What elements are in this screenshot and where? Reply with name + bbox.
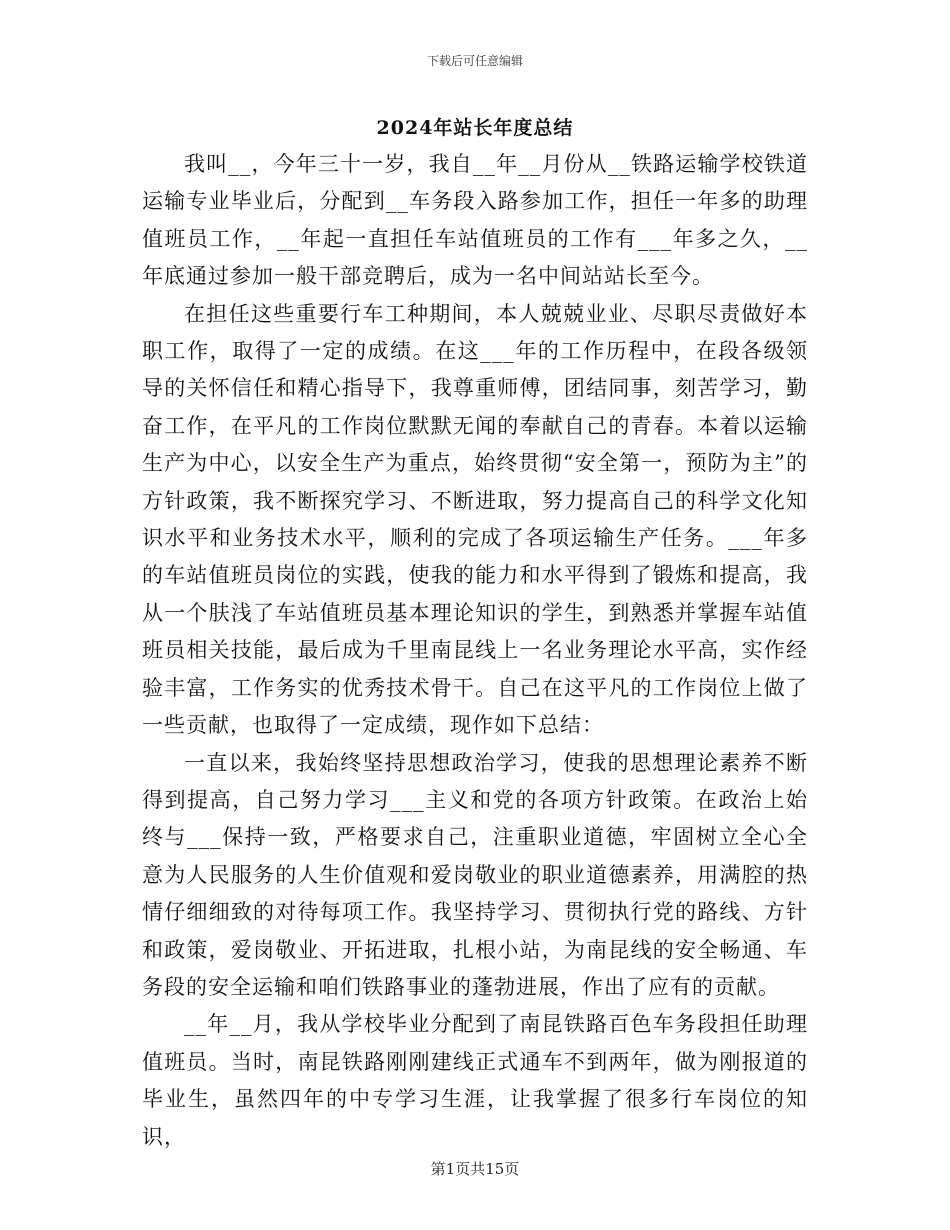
- paragraph-1: 我叫__，今年三十一岁，我自__年__月份从__铁路运输学校铁道运输专业毕业后，分配到__车务段入路参加工作，担任一年多的助理值班员工作，__年起一直担任车站值班员的工作有___年多之久，__年底通过参加一般干部竞聘后，成为一名中间站站长至今。: [142, 152, 808, 289]
- header-note: 下载后可任意编辑: [426, 54, 523, 68]
- paragraph-3: 一直以来，我始终坚持思想政治学习，使我的思想理论素养不断得到提高，自己努力学习___主义和党的各项方针政策。在政治上始终与___保持一致，严格要求自己，注重职业道德，牢固树立全心全意为人民服务的人生价值观和爱岗敬业的职业道德素养，用满腔的热情仔细细致的对待每项工作。我坚持学习、贯彻执行党的路线、方针和政策，爱岗敬业、开拓进取，扎根小站，为南昆线的安全畅通、车务段的安全运输和咱们铁路事业的蓬勃进展，作出了应有的贡献。: [142, 750, 808, 999]
- document-body: [142, 146, 808, 1156]
- document-title: 2024年站长年度总结: [376, 117, 574, 139]
- paragraph-2: 在担任这些重要行车工种期间，本人兢兢业业、尽职尽责做好本职工作，取得了一定的成绩。在这___年的工作历程中，在段各级领导的关怀信任和精心指导下，我尊重师傅，团结同事，刻苦学习，勤奋工作，在平凡的工作岗位默默无闻的奉献自己的青春。本着以运输生产为中心，以安全生产为重点，始终贯彻“安全第一，预防为主”的方针政策，我不断探究学习、不断进取，努力提高自己的科学文化知识水平和业务技术水平，顺利的完成了各项运输生产任务。___年多的车站值班员岗位的实践，使我的能力和水平得到了锻炼和提高，我从一个肤浅了车站值班员基本理论知识的学生，到熟悉并掌握车站值班员相关技能，最后成为千里南昆线上一名业务理论水平高，实作经验丰富，工作务实的优秀技术骨干。自己在这平凡的工作岗位上做了一些贡献，也取得了一定成绩，现作如下总结：: [142, 301, 808, 738]
- paragraph-4: __年__月，我从学校毕业分配到了南昆铁路百色车务段担任助理值班员。当时，南昆铁路刚刚建线正式通车不到两年，做为刚报道的毕业生，虽然四年的中专学习生涯，让我掌握了很多行车岗位的知识，: [142, 1012, 808, 1149]
- page-number: 第1页共15页: [430, 1160, 520, 1178]
